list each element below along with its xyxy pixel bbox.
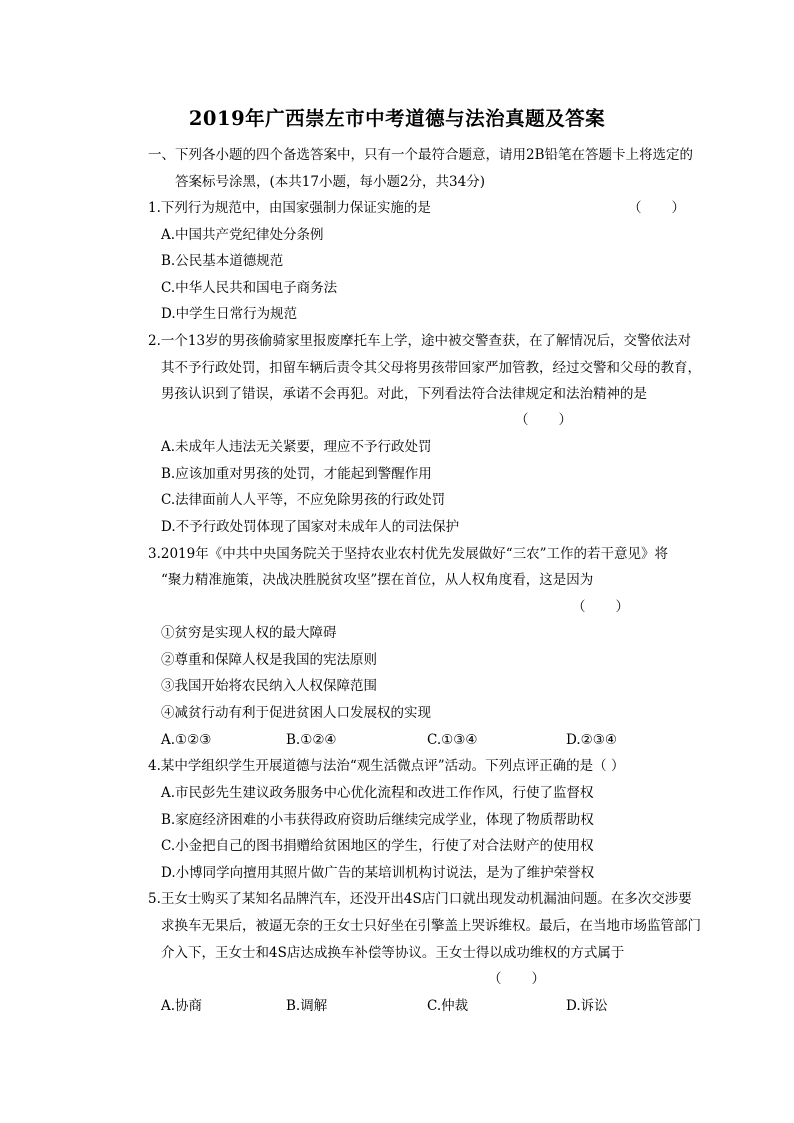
question-1-option-a: A.中国共产党纪律处分条例 [161,227,324,243]
question-2-answer-blank: （ ） [515,412,573,428]
section-instruction-line1: 一、下列各小题的四个备选答案中，只有一个最符合题意，请用2B铅笔在答题卡上将选定的 [148,147,694,163]
question-4-stem: 4.某中学组织学生开展道德与法治“观生活微点评”活动。下列点评正确的是（ ） [148,758,625,774]
question-3-option-c: C.①③④ [427,732,478,748]
question-5-option-d: D.诉讼 [566,998,608,1014]
question-5-option-c: C.仲裁 [427,998,469,1014]
question-3-item-3: ③我国开始将农民纳入人权保障范围 [161,678,377,694]
question-5-stem-line2: 求换车无果后，被逼无奈的王女士只好坐在引擎盖上哭诉维权。最后，在当地市场监管部门 [161,918,701,934]
question-1-answer-blank: （ ） [628,200,686,216]
question-2-option-a: A.未成年人违法无关紧要，理应不予行政处罚 [161,439,432,455]
question-2-option-b: B.应该加重对男孩的处罚，才能起到警醒作用 [161,466,432,482]
page-title: 2019年广西崇左市中考道德与法治真题及答案 [188,107,606,130]
question-5-answer-blank: （ ） [488,971,546,987]
question-3-option-d: D.②③④ [566,732,617,748]
question-2-option-c: C.法律面前人人平等，不应免除男孩的行政处罚 [161,492,446,508]
question-3-option-a: A.①②③ [161,732,212,748]
question-2-stem-line2: 其不予行政处罚，扣留车辆后责令其父母将男孩带回家严加管教，经过交警和父母的教育， [161,360,701,376]
question-3-stem-line1: 3.2019年《中共中央国务院关于坚持农业农村优先发展做好“三农”工作的若干意见》将 [148,546,669,562]
question-3-stem-line2: “聚力精准施策，决战决胜脱贫攻坚”摆在首位，从人权角度看，这是因为 [161,572,594,588]
question-3-item-1: ①贫穷是实现人权的最大障碍 [161,625,337,641]
question-1-option-d: D.中学生日常行为规范 [161,306,298,322]
section-instruction-line2: 答案标号涂黑，(本共17小题，每小题2分，共34分) [175,174,485,190]
question-5-option-a: A.协商 [161,998,203,1014]
question-5-stem-line1: 5.王女士购买了某知名品牌汽车，还没开出4S店门口就出现发动机漏油问题。在多次交涉要 [148,891,692,907]
question-1-stem: 1.下列行为规范中，由国家强制力保证实施的是 [148,200,431,216]
question-1-option-c: C.中华人民共和国电子商务法 [161,280,338,296]
question-3-answer-blank: （ ） [572,599,630,615]
question-3-item-2: ②尊重和保障人权是我国的宪法原则 [161,652,377,668]
question-4-option-a: A.市民彭先生建议政务服务中心优化流程和改进工作作风，行使了监督权 [161,785,594,801]
question-4-option-b: B.家庭经济困难的小韦获得政府资助后继续完成学业，体现了物质帮助权 [161,812,594,828]
question-4-option-c: C.小金把自己的图书捐赠给贫困地区的学生，行使了对合法财产的使用权 [161,838,594,854]
question-4-option-d: D.小博同学向擅用其照片做广告的某培训机构讨说法，是为了维护荣誉权 [161,865,595,881]
question-2-stem-line1: 2.一个13岁的男孩偷骑家里报废摩托车上学，途中被交警查获，在了解情况后，交警依法对 [148,333,692,349]
question-3-option-b: B.①②④ [286,732,337,748]
question-5-stem-line3: 介入下，王女士和4S店达成换车补偿等协议。王女士得以成功维权的方式属于 [161,945,625,961]
question-5-option-b: B.调解 [286,998,328,1014]
question-2-option-d: D.不予行政处罚体现了国家对未成年人的司法保护 [161,519,460,535]
question-3-item-4: ④减贫行动有利于促进贫困人口发展权的实现 [161,705,431,721]
question-2-stem-line3: 男孩认识到了错误，承诺不会再犯。对此，下列看法符合法律规定和法治精神的是 [161,386,647,402]
question-1-option-b: B.公民基本道德规范 [161,253,284,269]
